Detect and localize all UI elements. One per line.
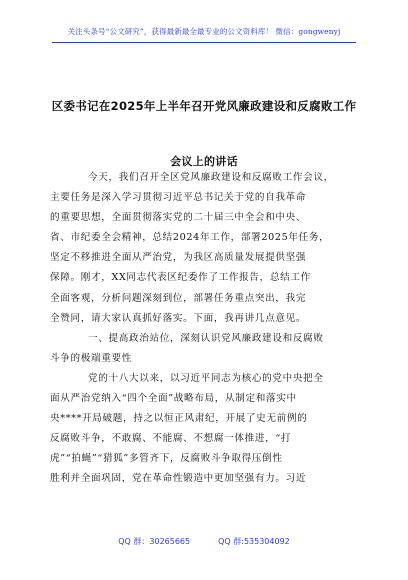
body-line: 胜利并全面巩固，党在革命性锻造中更加坚强有力。习近 bbox=[50, 473, 307, 485]
body-line: 全赞同，请大家认真抓好落实。下面，我再讲几点意见。 bbox=[50, 312, 307, 324]
document-title: 区委书记在2025年上半年召开党风廉政建设和反腐败工作 bbox=[51, 99, 357, 113]
document-subtitle: 会议上的讲话 bbox=[170, 155, 238, 168]
footer-qq-group-2: QQ 群:535304092 bbox=[218, 537, 290, 546]
body-line: 全面客观，分析问题深刻到位，部署任务重点突出，我完 bbox=[50, 292, 307, 304]
body-line: 保障。刚才，XX同志代表区纪委作了工作报告，总结工作 bbox=[50, 272, 311, 284]
body-line: 面从严治党纳入“四个全面”战略布局，从制定和落实中 bbox=[50, 393, 297, 405]
section-heading-line: 一、提高政治站位，深刻认识党风廉政建设和反腐败 bbox=[88, 332, 324, 344]
body-line: 今天，我们召开全区党风廉政建设和反腐败工作会议， bbox=[88, 172, 334, 183]
document-body bbox=[50, 168, 360, 490]
footer-contacts bbox=[0, 536, 408, 547]
section-heading-line: 斗争的极端重要性 bbox=[50, 352, 132, 364]
body-line: 坚定不移推进全面从严治党，为我区高质量发展提供坚强 bbox=[50, 252, 307, 264]
header-banner: 关注头条号“公文研究”，获得最新最全最专业的公文资料库！ 微信：gongwenyj bbox=[67, 27, 341, 36]
footer-qq-group-1: QQ 群：30265665 bbox=[118, 537, 191, 546]
body-line: 央****开局破题，持之以恒正风肃纪，开展了史无前例的 bbox=[50, 413, 308, 425]
body-line: 党的十八大以来，以习近平同志为核心的党中央把全 bbox=[88, 372, 324, 384]
body-line: 虎”“拍蝇”“猎狐”多管齐下，反腐败斗争取得压倒性 bbox=[50, 453, 283, 465]
header-divider bbox=[52, 42, 356, 43]
body-line: 的重要思想，全面贯彻落实党的二十届三中全会和中央、 bbox=[50, 212, 307, 224]
body-line: 主要任务是深入学习贯彻习近平总书记关于党的自我革命 bbox=[50, 192, 307, 204]
body-line: 省、市纪委全会精神，总结2024年工作，部署2025年任务， bbox=[50, 232, 330, 244]
body-line: 反腐败斗争，不敢腐、不能腐、不想腐一体推进，“打 bbox=[50, 433, 292, 445]
